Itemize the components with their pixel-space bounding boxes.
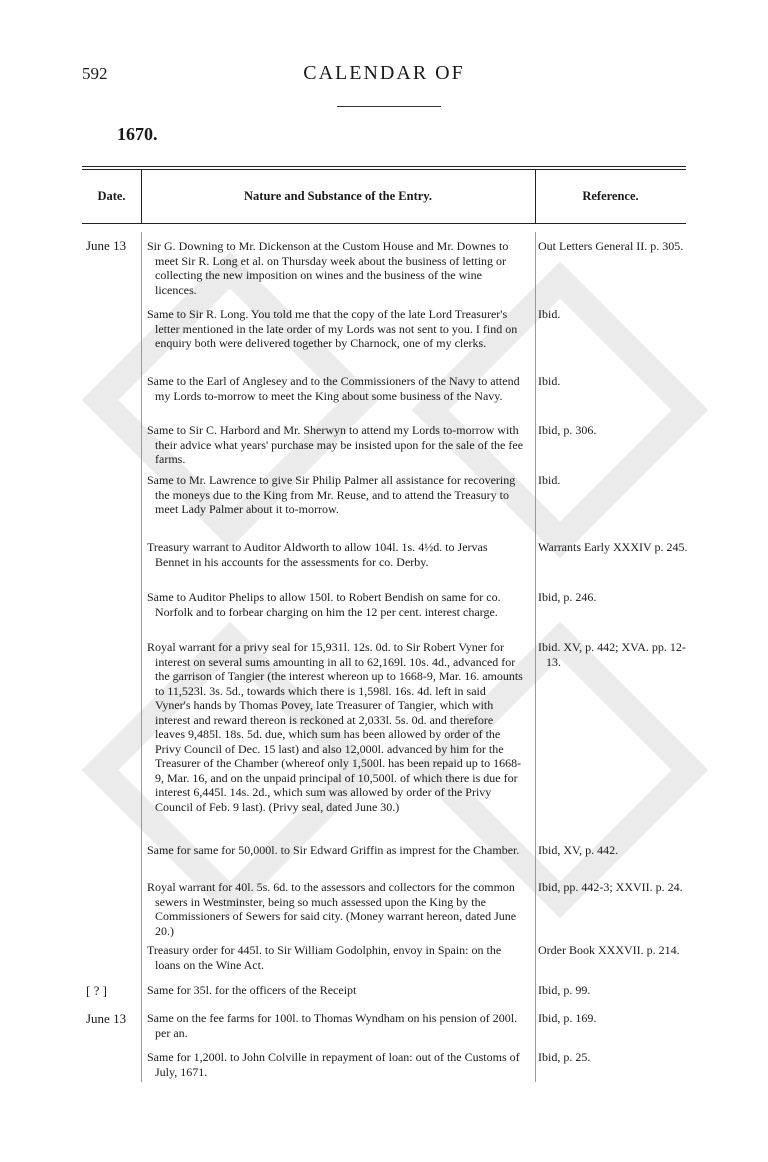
entry-text: Same for 1,200l. to John Colville in repayment of loan: out of the Customs of July, 1671. bbox=[147, 1050, 520, 1079]
entry-text: Treasury order for 445l. to Sir William Godolphin, envoy in Spain: on the loans on the Wine Act. bbox=[147, 943, 502, 972]
entry-text: Same on the fee farms for 100l. to Thomas Wyndham on his pension of 200l. per an. bbox=[147, 1011, 518, 1040]
entry-text: Same to Sir C. Harbord and Mr. Sherwyn to attend my Lords to-morrow with their advice what years' purchase may be insisted upon for the sale of the fee farms. bbox=[147, 423, 524, 466]
entry-date: [ ? ] bbox=[86, 983, 107, 998]
entry-text: Same to Mr. Lawrence to give Sir Philip Palmer all assistance for recovering the moneys due to the King from Mr. Reuse, and to attend the Treasury to meet Lady Palmer about it to-morrow. bbox=[147, 473, 516, 516]
entry-reference: Ibid, p. 169. bbox=[538, 1011, 597, 1025]
entry-text: Treasury warrant to Auditor Aldworth to allow 104l. 1s. 4½d. to Jervas Bennet in his accounts for the assessments for co. Derby. bbox=[147, 540, 488, 569]
entry-text: Same for 35l. for the officers of the Receipt bbox=[147, 983, 357, 997]
table-top-rule bbox=[82, 166, 686, 167]
entry-reference: Ibid, p. 99. bbox=[538, 983, 591, 997]
entry-reference: Ibid, pp. 442-3; XXVII. p. 24. bbox=[538, 880, 683, 894]
entry-reference: Ibid. bbox=[538, 307, 561, 321]
entry-reference: Ibid, XV, p. 442. bbox=[538, 843, 619, 857]
header-rule bbox=[337, 106, 441, 107]
entry-text: Sir G. Downing to Mr. Dickenson at the Custom House and Mr. Downes to meet Sir R. Long et al. on Thursday week about the business of letting or collecting the new imposition on wines and the business of the wine licences. bbox=[147, 239, 509, 297]
column-header-reference: Reference. bbox=[582, 189, 639, 203]
entry-text: Royal warrant for a privy seal for 15,931l. 12s. 0d. to Sir Robert Vyner for interest on several sums amounting in all to 62,169l. 10s. 4d., advanced for the garrison of Tangier (the interest whereon up to 1668-9, Mar. 16. amounts to 11,523l. 3s. 5d., towards which there is 1,598l. 16s. 4d. left in said Vyner's hands by Thomas Povey, late Treasurer of Tangier, which with interest and reward thereon is reckoned at 2,033l. 5s. 0d. and therefore leaves 9,485l. 18s. 5d. due, which sum has been allowed by order of the Privy Council of Dec. 15 last) and also 12,000l. advanced by him for the Treasurer of the Chamber (whereof only 1,500l. has been repaid up to 1668-9, Mar. 16, and on the unpaid principal of 10,500l. of which there is due for interest 6,445l. 14s. 2d., which sum was allowed by order of the Privy Council of Feb. 9 last). (Privy seal, dated June 30.) bbox=[147, 640, 523, 814]
entry-date: June 13 bbox=[86, 1011, 127, 1026]
entry-date: June 13 bbox=[86, 238, 127, 253]
entry-reference: Warrants Early XXXIV p. 245. bbox=[538, 540, 688, 554]
entry-reference: Ibid. bbox=[538, 473, 561, 487]
entry-reference: Ibid, p. 306. bbox=[538, 423, 597, 437]
entry-reference: Ibid, p. 25. bbox=[538, 1050, 591, 1064]
entry-text: Same to Sir R. Long. You told me that the copy of the late Lord Treasurer's letter mentioned in the late order of my Lords was not sent to you. I find on enquiry both were delivered together by Charnock, one of my clerks. bbox=[147, 307, 518, 350]
entry-text: Royal warrant for 40l. 5s. 6d. to the assessors and collectors for the common sewers in Westminster, being so much assessed upon the King by the Commissioners of Sewers for said city. (Money warrant hereon, dated June 20.) bbox=[147, 880, 517, 938]
entry-reference: Ibid, p. 246. bbox=[538, 590, 597, 604]
column-header-date: Date. bbox=[97, 189, 126, 203]
entry-text: Same to the Earl of Anglesey and to the Commissioners of the Navy to attend my Lords to-morrow to meet the King about some business of the Navy. bbox=[147, 374, 520, 403]
entry-reference: Order Book XXXVII. p. 214. bbox=[538, 943, 680, 957]
header-bottom-rule bbox=[82, 223, 686, 224]
running-title: CALENDAR OF bbox=[303, 62, 465, 84]
entry-reference: Out Letters General II. p. 305. bbox=[538, 239, 684, 253]
entry-reference: Ibid. bbox=[538, 374, 561, 388]
table-top-rule-inner bbox=[82, 169, 686, 170]
entry-gutter-rule bbox=[141, 232, 142, 1082]
entry-text: Same for same for 50,000l. to Sir Edward Griffin as imprest for the Chamber. bbox=[147, 843, 520, 857]
column-header-nature: Nature and Substance of the Entry. bbox=[244, 189, 432, 203]
reference-gutter-rule bbox=[535, 232, 536, 1082]
page-number: 592 bbox=[82, 64, 108, 83]
entry-reference: Ibid. XV, p. 442; XVA. pp. 12-13. bbox=[538, 640, 686, 669]
entry-text: Same to Auditor Phelips to allow 150l. to Robert Bendish on same for co. Norfolk and to forbear charging on him the 12 per cent. interest charge. bbox=[147, 590, 501, 619]
year-heading: 1670. bbox=[117, 124, 158, 144]
